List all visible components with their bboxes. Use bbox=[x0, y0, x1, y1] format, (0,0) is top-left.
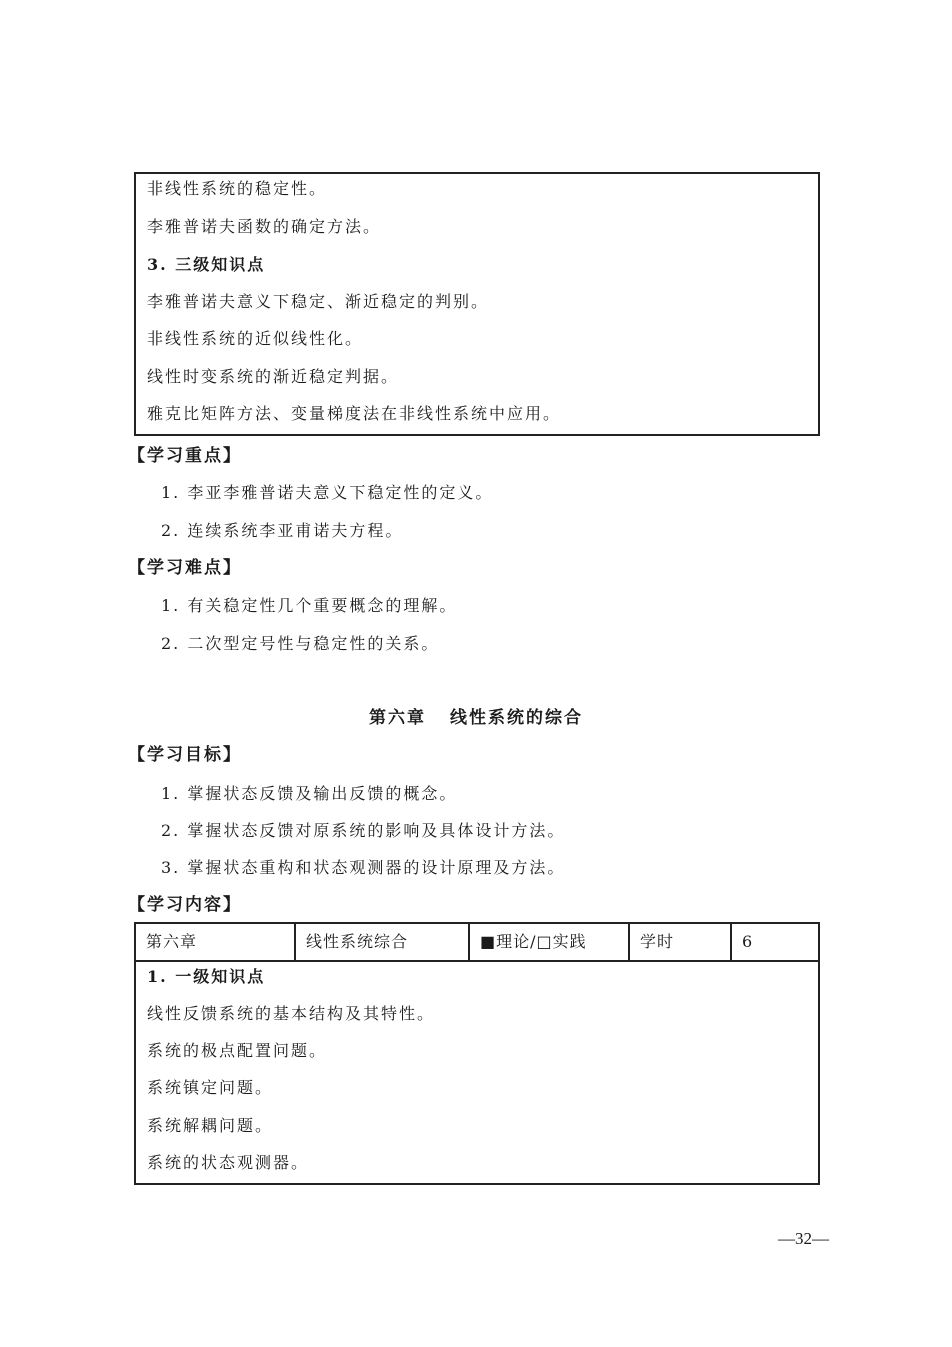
key-points-heading: 【学习重点】 bbox=[128, 446, 242, 466]
table-cell: 6 bbox=[730, 924, 818, 960]
table-cell: 线性系统综合 bbox=[294, 924, 468, 960]
chapter-number: 第六章 bbox=[369, 708, 426, 728]
knowledge-line: 系统镇定问题。 bbox=[147, 1078, 274, 1097]
page-number: —32— bbox=[778, 1229, 829, 1248]
knowledge-line: 非线性系统的稳定性。 bbox=[147, 179, 328, 198]
knowledge-line: 李雅普诺夫意义下稳定、渐近稳定的判别。 bbox=[147, 292, 490, 311]
knowledge-line: 系统的极点配置问题。 bbox=[147, 1041, 328, 1060]
level3-heading: 3. 三级知识点 bbox=[147, 255, 266, 274]
knowledge-line: 雅克比矩阵方法、变量梯度法在非线性系统中应用。 bbox=[147, 404, 562, 423]
content-heading: 【学习内容】 bbox=[128, 895, 242, 915]
table-cell: ■理论/□实践 bbox=[468, 924, 628, 960]
goal-item: 3. 掌握状态重构和状态观测器的设计原理及方法。 bbox=[161, 858, 566, 877]
difficulty-item: 2. 二次型定号性与稳定性的关系。 bbox=[161, 634, 440, 653]
chapter-title bbox=[0, 708, 952, 728]
knowledge-box-continued bbox=[134, 172, 820, 436]
knowledge-line: 系统的状态观测器。 bbox=[147, 1153, 310, 1172]
content-table bbox=[134, 922, 820, 1185]
knowledge-line: 线性时变系统的渐近稳定判据。 bbox=[147, 367, 400, 386]
goal-item: 1. 掌握状态反馈及输出反馈的概念。 bbox=[161, 784, 458, 803]
table-header-row bbox=[136, 924, 818, 962]
goals-heading: 【学习目标】 bbox=[128, 745, 242, 765]
table-cell: 第六章 bbox=[146, 932, 198, 951]
difficulty-item: 1. 有关稳定性几个重要概念的理解。 bbox=[161, 596, 458, 615]
level1-heading: 1. 一级知识点 bbox=[147, 967, 266, 986]
chapter-name: 线性系统的综合 bbox=[450, 708, 583, 728]
knowledge-line: 线性反馈系统的基本结构及其特性。 bbox=[147, 1004, 436, 1023]
knowledge-line: 非线性系统的近似线性化。 bbox=[147, 329, 364, 348]
knowledge-line: 系统解耦问题。 bbox=[147, 1116, 274, 1135]
goal-item: 2. 掌握状态反馈对原系统的影响及具体设计方法。 bbox=[161, 821, 566, 840]
table-cell: 学时 bbox=[628, 924, 730, 960]
key-point-item: 2. 连续系统李亚甫诺夫方程。 bbox=[161, 521, 404, 540]
difficulties-heading: 【学习难点】 bbox=[128, 558, 242, 578]
knowledge-line: 李雅普诺夫函数的确定方法。 bbox=[147, 217, 382, 236]
key-point-item: 1. 李亚李雅普诺夫意义下稳定性的定义。 bbox=[161, 483, 494, 502]
